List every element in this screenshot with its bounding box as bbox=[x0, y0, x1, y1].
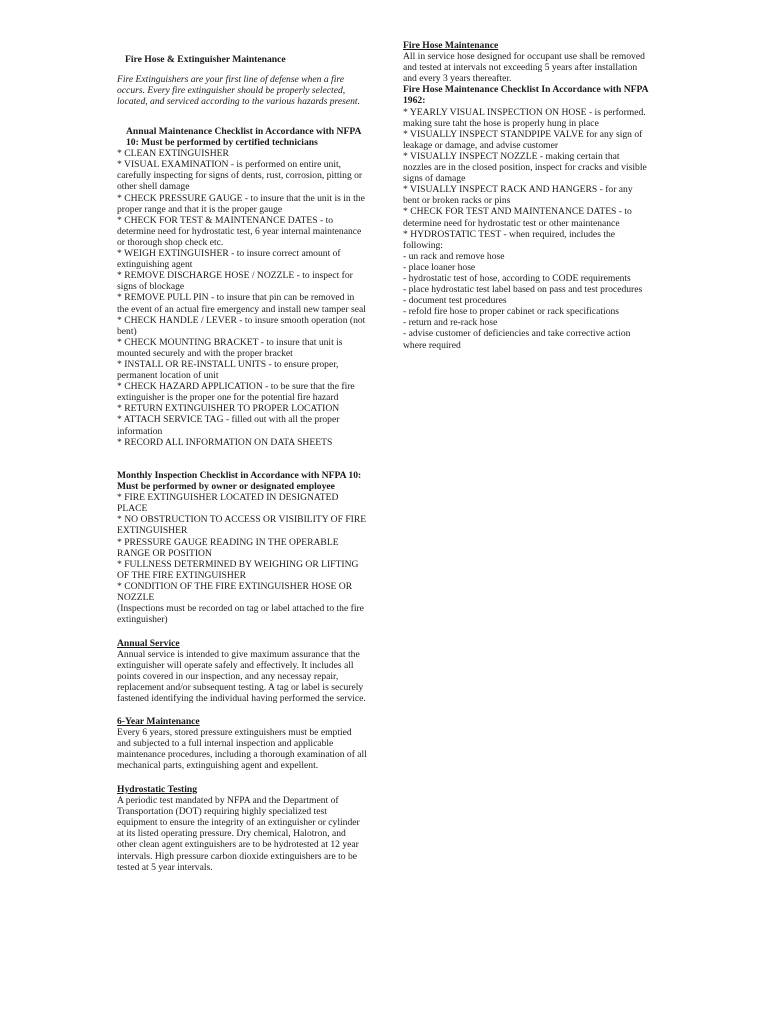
list-item: - place loaner hose bbox=[403, 261, 476, 273]
hydrostatic-body: A periodic test mandated by NFPA and the Department of Transportation (DOT) requiring highly specialized test equipment to ensure the integrity of an extinguisher or cylinder at its listed operating pressure. Dry chemical, Halotron, and other clean agent extinguishers are to be hydrotested at 12 year intervals. High pressure carbon dioxide extinguishers are to be tested at 5 year intervals. bbox=[117, 795, 360, 873]
six-year-heading: 6-Year Maintenance bbox=[117, 716, 200, 727]
list-item: * YEARLY VISUAL INSPECTION ON HOSE - is performed. making sure taht the hose is properly hung in place bbox=[403, 106, 646, 129]
annual-service-heading: Annual Service bbox=[117, 638, 180, 649]
list-item: * REMOVE DISCHARGE HOSE / NOZZLE - to inspect for signs of blockage bbox=[117, 270, 353, 293]
fire-hose-heading: Fire Hose Maintenance bbox=[403, 40, 499, 51]
annual-checklist-section bbox=[117, 126, 367, 448]
annual-service-body: Annual service is intended to give maximum assurance that the extinguisher will operate safely and effectively. It includes all points covered in our inspection, and any necessay repair, replacement and/or subsequent testing. A tag or label is securely fastened identifying the individual having performed the service. bbox=[117, 649, 366, 705]
list-item: * WEIGH EXTINGUISHER - to insure correct amount of extinguishing agent bbox=[117, 248, 341, 271]
annual-checklist-heading: Annual Maintenance Checklist in Accordance with NFPA 10: Must be performed by certified technicians bbox=[126, 126, 361, 149]
annual-service-section bbox=[117, 638, 367, 705]
list-item: * CHECK HAZARD APPLICATION - to be sure that the fire extinguisher is the proper one for the potential fire hazard bbox=[117, 381, 355, 404]
list-item: * INSTALL OR RE-INSTALL UNITS - to ensure proper, permanent location of unit bbox=[117, 358, 339, 382]
list-item: - refold fire hose to proper cabinet or rack specifications bbox=[403, 306, 620, 318]
six-year-body: Every 6 years, stored pressure extinguishers must be emptied and subjected to a full internal inspection and applicable maintenance procedures, including a thorough examination of all mechanical parts, extinguishing agent and expellent. bbox=[117, 727, 367, 772]
six-year-section bbox=[117, 716, 367, 771]
list-item: - place hydrostatic test label based on pass and test procedures bbox=[403, 284, 643, 296]
list-item: - document test procedures bbox=[403, 295, 507, 307]
list-item: * CONDITION OF THE FIRE EXTINGUISHER HOSE OR NOZZLE bbox=[117, 580, 353, 604]
list-item: * RECORD ALL INFORMATION ON DATA SHEETS bbox=[117, 436, 333, 448]
list-item: * REMOVE PULL PIN - to insure that pin can be removed in the event of an actual fire emergency and install new tamper seal bbox=[117, 292, 366, 315]
list-item: - un rack and remove hose bbox=[403, 250, 505, 262]
document-title: Fire Hose & Extinguisher Maintenance bbox=[125, 54, 286, 65]
list-item: * FULLNESS DETERMINED BY WEIGHING OR LIFTING OF THE FIRE EXTINGUISHER bbox=[117, 558, 359, 581]
list-item: * HYDROSTATIC TEST - when required, includes the following: bbox=[403, 228, 616, 251]
list-item: - advise customer of deficiencies and take corrective action where required bbox=[403, 328, 631, 351]
list-item: * PRESSURE GAUGE READING IN THE OPERABLE RANGE OR POSITION bbox=[117, 536, 339, 559]
list-item: * VISUALLY INSPECT RACK AND HANGERS - for any bent or broken racks or pins bbox=[403, 184, 633, 207]
fire-hose-body: All in service hose designed for occupant use shall be removed and tested at intervals not exceeding 5 years after installation and every 3 years thereafter. bbox=[403, 51, 645, 85]
list-item: * CHECK MOUNTING BRACKET - to insure that unit is mounted securely and with the proper bracket bbox=[117, 336, 343, 359]
hydrostatic-heading: Hydrostatic Testing bbox=[117, 784, 198, 795]
list-item: - hydrostatic test of hose, according to CODE requirements bbox=[403, 272, 631, 284]
list-item: (Inspections must be recorded on tag or label attached to the fire extinguisher) bbox=[117, 603, 364, 626]
list-item: * VISUALLY INSPECT NOZZLE - making certain that nozzles are in the closed position, inspect for cracks and visible signs of damage bbox=[403, 150, 647, 185]
list-item: * RETURN EXTINGUISHER TO PROPER LOCATION bbox=[117, 403, 340, 415]
list-item: * CHECK HANDLE / LEVER - to insure smooth operation (not bent) bbox=[117, 314, 366, 337]
list-item: * VISUALLY INSPECT STANDPIPE VALVE for any sign of leakage or damage, and advise customer bbox=[403, 128, 643, 151]
list-item: * VISUAL EXAMINATION - is performed on entire unit, carefully inspecting for signs of dents, rust, corrosion, pitting or other shell damage bbox=[117, 159, 363, 193]
list-item: * CLEAN EXTINGUISHER bbox=[117, 148, 229, 160]
hydrostatic-section bbox=[117, 784, 367, 873]
fire-hose-checklist-heading: Fire Hose Maintenance Checklist In Accordance with NFPA 1962: bbox=[403, 84, 649, 107]
list-item: * NO OBSTRUCTION TO ACCESS OR VISIBILITY OF FIRE EXTINGUISHER bbox=[117, 514, 367, 537]
monthly-checklist-section bbox=[117, 470, 367, 625]
intro-paragraph: Fire Extinguishers are your first line of defense when a fire occurs. Every fire extinguisher should be properly selected, located, and serviced according to the various hazards present. bbox=[117, 74, 361, 108]
list-item: * CHECK PRESSURE GAUGE - to insure that the unit is in the proper range and that it is the proper gauge bbox=[117, 192, 365, 215]
list-item: * FIRE EXTINGUISHER LOCATED IN DESIGNATED PLACE bbox=[117, 492, 339, 515]
list-item: * CHECK FOR TEST & MAINTENANCE DATES - to determine need for hydrostatic test, 6 year internal maintenance or thorough shop check etc. bbox=[117, 214, 362, 248]
list-item: * ATTACH SERVICE TAG - filled out with all the proper information bbox=[117, 414, 340, 437]
list-item: * CHECK FOR TEST AND MAINTENANCE DATES - to determine need for hydrostatic test or other maintenance bbox=[403, 206, 632, 229]
list-item: - return and re-rack hose bbox=[403, 317, 498, 329]
fire-hose-section bbox=[403, 40, 649, 351]
monthly-checklist-heading: Monthly Inspection Checklist in Accordance with NFPA 10: Must be performed by owner or designated employee bbox=[117, 470, 362, 493]
